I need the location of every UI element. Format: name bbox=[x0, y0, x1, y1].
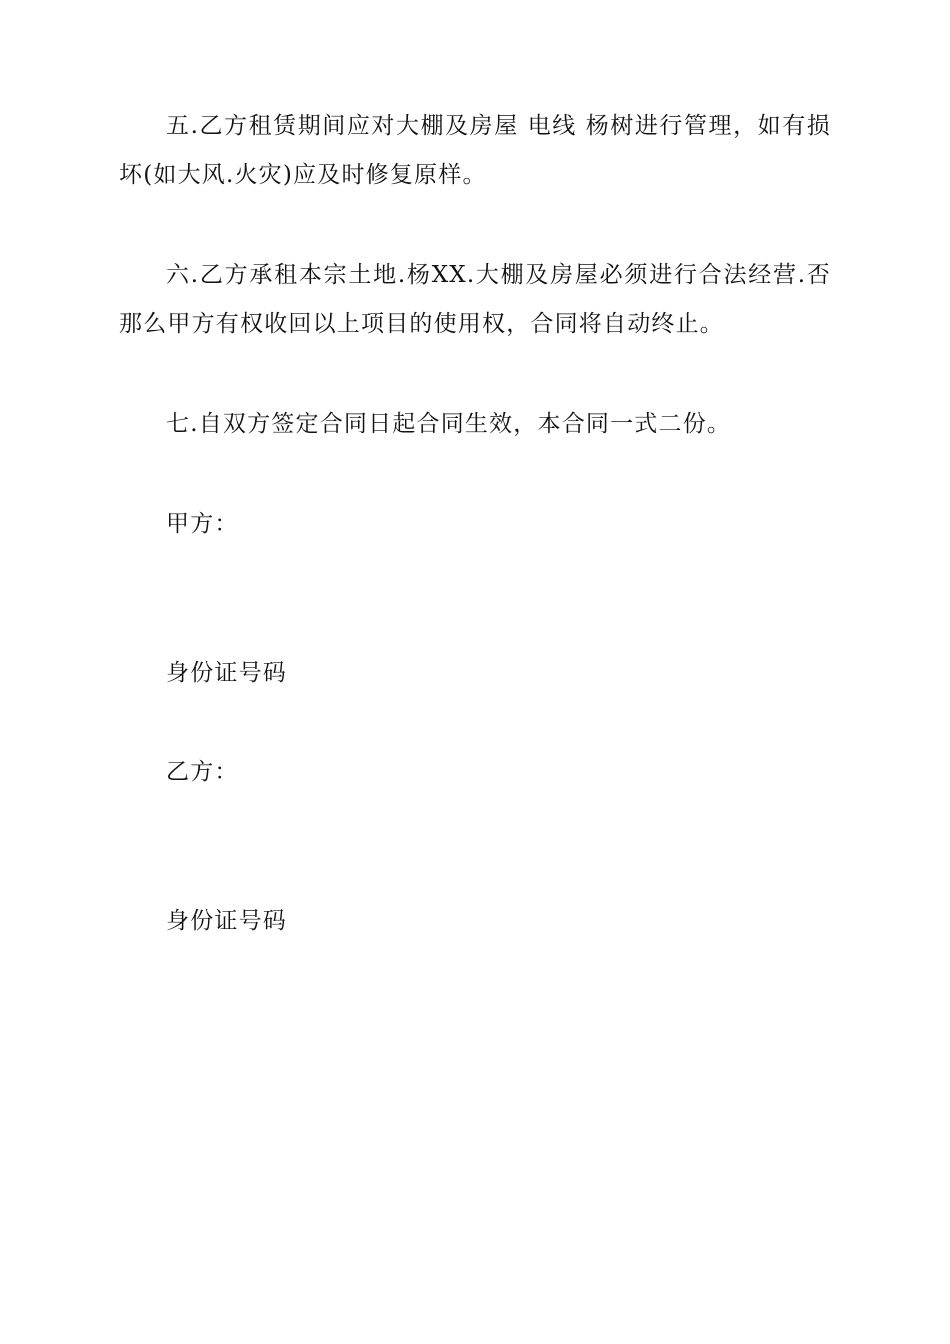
party-b-label: 乙方： bbox=[166, 759, 239, 785]
clause-6-paragraph: 六.乙方承租本宗土地.杨XX.大棚及房屋必须进行合法经营.否那么甲方有权收回以上项目的使用权，合同将自动终止。 bbox=[119, 262, 831, 337]
party-a-id-label: 身份证号码 bbox=[166, 660, 287, 686]
party-a-label: 甲方： bbox=[166, 511, 239, 537]
party-b-id-label: 身份证号码 bbox=[166, 908, 287, 934]
clause-7-paragraph: 七.自双方签定合同日起合同生效，本合同一式二份。 bbox=[166, 411, 732, 437]
clause-5-paragraph: 五.乙方租赁期间应对大棚及房屋 电线 杨树进行管理，如有损坏(如大风.火灾)应及时修复原样。 bbox=[119, 113, 831, 188]
